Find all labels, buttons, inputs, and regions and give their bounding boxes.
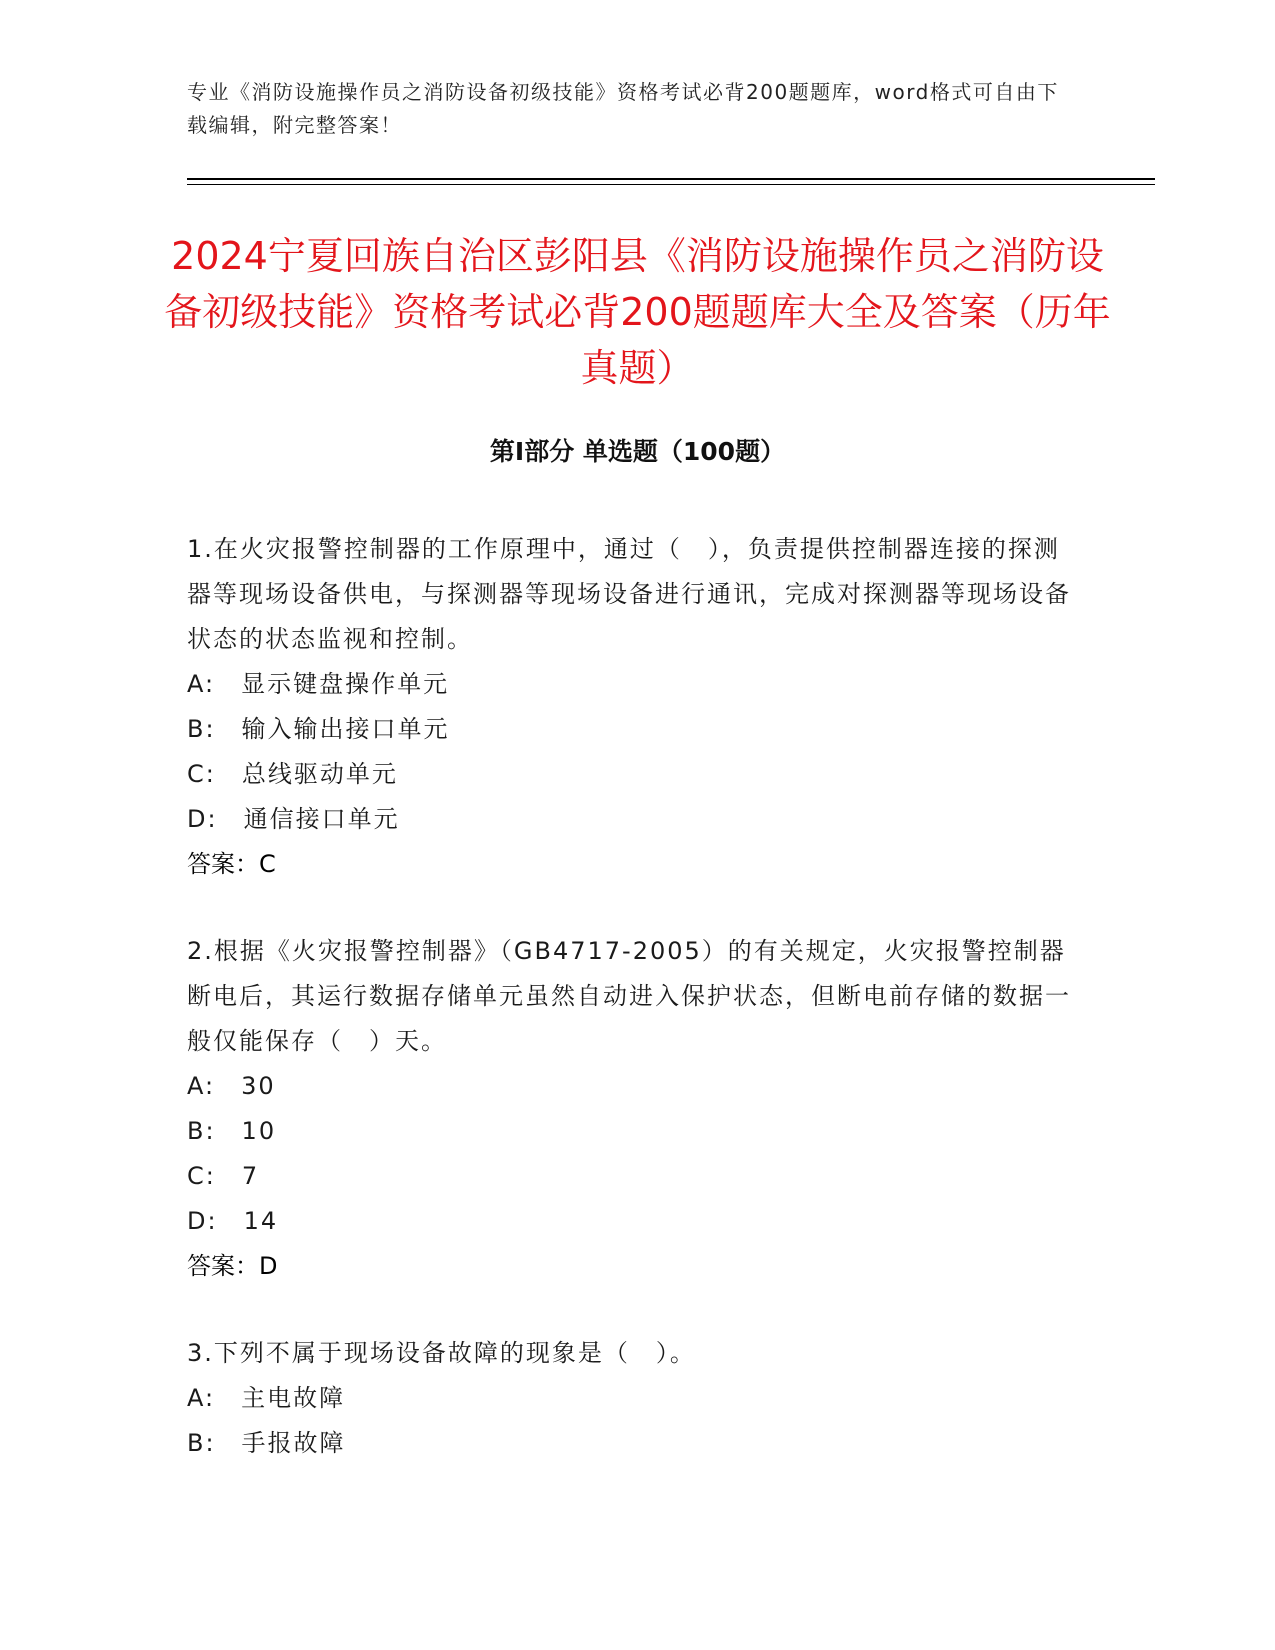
document-title: 2024宁夏回族自治区彭阳县《消防设施操作员之消防设备初级技能》资格考试必背200题题库大全及答案（历年真题） (164, 234, 1111, 390)
option-a: A: 30 (187, 1072, 276, 1100)
question-3 (187, 1331, 1077, 1466)
answer-line: 答案：C (187, 850, 276, 878)
question-stem: 3.下列不属于现场设备故障的现象是（ ）。 (187, 1339, 696, 1367)
question-stem: 1.在火灾报警控制器的工作原理中，通过（ ），负责提供控制器连接的探测器等现场设备供电，与探测器等现场设备进行通讯，完成对探测器等现场设备状态的状态监视和控制。 (187, 535, 1071, 653)
section-title: 第Ⅰ部分 单选题（100题） (489, 437, 786, 466)
option-d: D: 通信接口单元 (187, 805, 400, 833)
header-note: 专业《消防设施操作员之消防设备初级技能》资格考试必背200题题库，word格式可自由下载编辑，附完整答案！ (187, 80, 1059, 137)
question-stem: 2.根据《火灾报警控制器》（GB4717-2005）的有关规定，火灾报警控制器断电后，其运行数据存储单元虽然自动进入保护状态，但断电前存储的数据一般仅能保存（ ）天。 (187, 937, 1071, 1055)
option-c: C: 7 (187, 1162, 260, 1190)
option-a: A: 主电故障 (187, 1384, 346, 1412)
option-a: A: 显示键盘操作单元 (187, 670, 450, 698)
question-list (187, 527, 1077, 1508)
option-b: B: 10 (187, 1117, 277, 1145)
option-b: B: 输入输出接口单元 (187, 715, 450, 743)
question-2 (187, 929, 1077, 1289)
answer-line: 答案：D (187, 1252, 278, 1280)
option-d: D: 14 (187, 1207, 279, 1235)
option-b: B: 手报故障 (187, 1429, 346, 1457)
header-rule-thick (187, 178, 1155, 180)
question-1 (187, 527, 1077, 887)
option-c: C: 总线驱动单元 (187, 760, 398, 788)
header-rule-thin (187, 184, 1155, 185)
